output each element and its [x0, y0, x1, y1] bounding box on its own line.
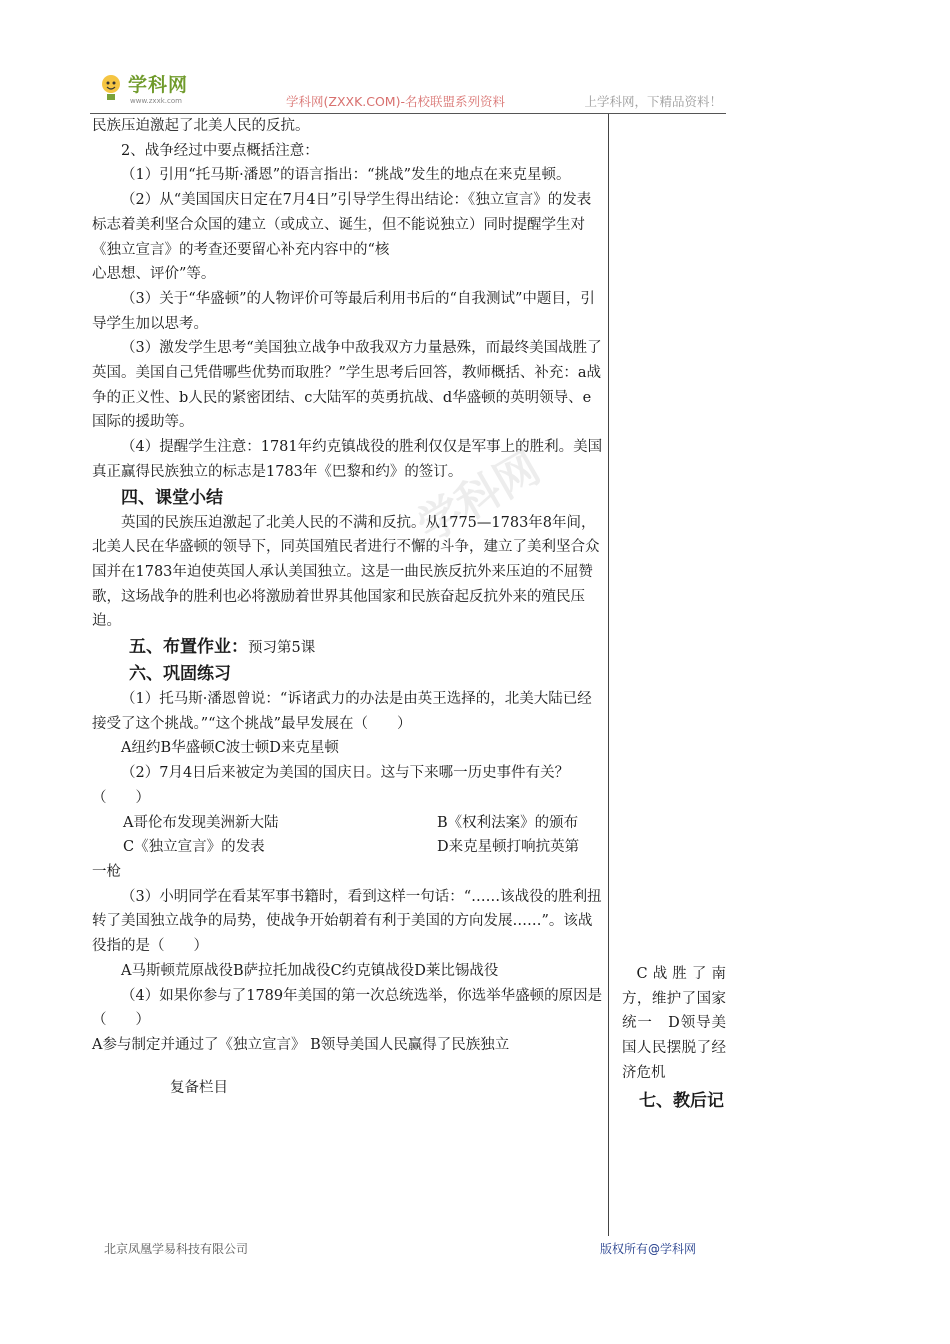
- homework-text: 预习第5课: [248, 640, 316, 657]
- section-heading-homework: [92, 634, 604, 661]
- site-logo: [98, 66, 208, 110]
- option-continued: 一枪: [92, 863, 121, 880]
- question-options: A纽约B华盛顿C波士顿D来克星顿: [121, 740, 339, 757]
- paragraph: 民族压迫激起了北美人民的反抗。: [92, 118, 310, 134]
- logo-url: www.zxxk.com: [130, 97, 182, 105]
- side-column: [622, 962, 726, 1114]
- question: （2）7月4日后来被定为美国的国庆日。这与下来哪一历史事件有关？（ ）: [92, 765, 570, 806]
- footer-company: 北京凤凰学易科技有限公司: [104, 1242, 249, 1256]
- paragraph: （1）引用“托马斯·潘恩”的语言指出：“挑战”发生的地点在来克星顿。: [121, 167, 571, 184]
- homework-label: 五、布置作业：: [129, 637, 248, 658]
- option: B《权利法案》的颁布: [437, 814, 579, 831]
- question: （4）如果你参与了1789年美国的第一次总统选举，你选举华盛顿的原因是（ ）: [92, 987, 603, 1029]
- paragraph: 英国的民族压迫激起了北美人民的不满和反抗。从1775—1783年8年间，北美人民在华盛顿的领导下，同英国殖民者进行不懈的斗争，建立了美利坚合众国并在1783年迫使英国人承认美国独立。这是一曲民族反抗外来压迫的不屈赞歌，这场战争的胜利也必将激励着世界其他国家和民族奋起反抗外来的殖民压迫。: [92, 514, 600, 630]
- section-heading-exercises: 六、巩固练习: [129, 664, 231, 685]
- logo-text: 学科网: [128, 74, 189, 96]
- question-options: A马斯顿荒原战役B萨拉托加战役C约克镇战役D莱比锡战役: [121, 962, 499, 979]
- paragraph: （3）激发学生思考“美国独立战争中敌我双方力量悬殊，而最终美国战胜了英国。美国自己凭借哪些优势而取胜？”学生思考后回答，教师概括、补充：a战争的正义性、b人民的紧密团结、c大陆军的英勇抗战、d华盛顿的英明领导、e国际的援助等。: [92, 340, 602, 431]
- watermark: 学科网: [409, 442, 549, 553]
- section-heading-summary: 四、课堂小结: [121, 487, 223, 508]
- question: （1）托马斯·潘恩曾说：“诉诸武力的办法是由英王选择的，北美大陆已经接受了这个挑战。”“这个挑战”最早发展在（ ）: [92, 691, 592, 732]
- section-heading-reflection: 七、教后记: [639, 1090, 724, 1111]
- fubei-label: 复备栏目: [170, 1079, 228, 1096]
- paragraph: （2）从“美国国庆日定在7月4日”引导学生得出结论：《独立宣言》的发表标志着美利坚合众国的建立（或成立、诞生，但不能说独立）同时提醒学生对《独立宣言》的考查还要留心补充内容中的“核: [92, 192, 592, 258]
- option: C《独立宣言》的发表: [123, 839, 265, 856]
- question: （3）小明同学在看某军事书籍时，看到这样一句话：“……该战役的胜利扭转了美国独立战争的局势，使战争开始朝着有利于美国的方向发展……”。该战役指的是（ ）: [92, 888, 602, 955]
- mascot-icon: [98, 72, 124, 102]
- paragraph: 心思想、评价”等。: [92, 266, 216, 283]
- paragraph: 2、战争经过中要点概括注意：: [121, 142, 319, 159]
- page-header: [90, 62, 726, 114]
- option: A哥伦布发现美洲新大陆: [123, 814, 279, 831]
- header-right-text: 上学科网，下精品资料！: [584, 94, 722, 109]
- question-options: A参与制定并通过了《独立宣言》 B领导美国人民赢得了民族独立: [92, 1036, 510, 1053]
- question-options: [92, 811, 604, 836]
- footer-copyright: 版权所有@学科网: [600, 1242, 697, 1256]
- paragraph: （4）提醒学生注意：1781年约克镇战役的胜利仅仅是军事上的胜利。美国真正赢得民族独立的标志是1783年《巴黎和约》的签订。: [92, 439, 603, 480]
- column-divider: [608, 114, 609, 1236]
- question-options: [92, 835, 604, 860]
- paragraph: （3）关于“华盛顿”的人物评价可等最后利用书后的“自我测试”中题目，引导学生加以思考。: [92, 290, 595, 332]
- header-center-text: 学科网(ZXXK.COM)-名校联盟系列资料: [286, 94, 505, 109]
- option: D来克星顿打响抗英第: [437, 839, 580, 856]
- side-text: C战胜了南方，维护了国家统一 D领导美国人民摆脱了经济危机: [622, 966, 726, 1081]
- main-column: [92, 114, 604, 1100]
